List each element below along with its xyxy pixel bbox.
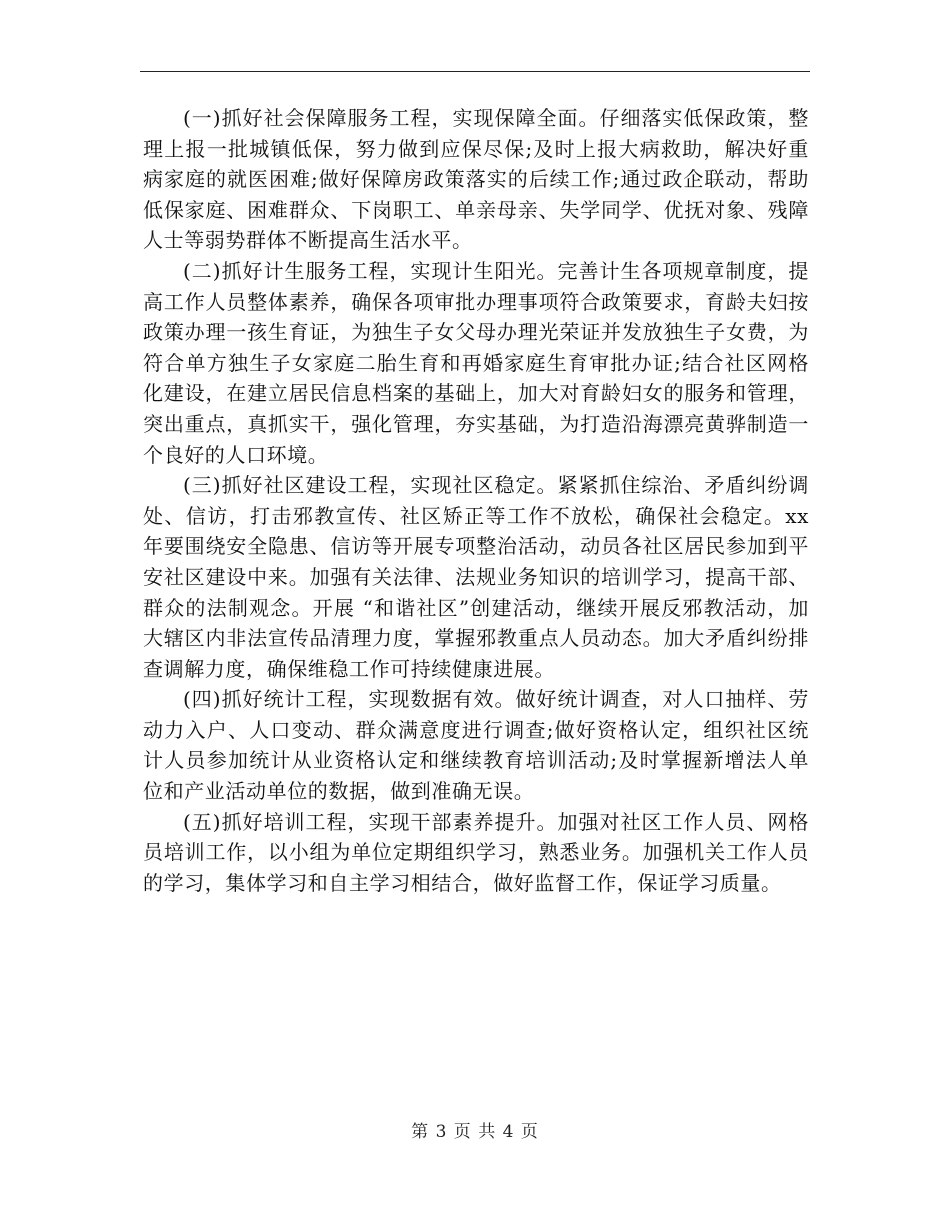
header-rule: [140, 71, 810, 72]
paragraph-statistics: (四)抓好统计工程，实现数据有效。做好统计调查，对人口抽样、劳动力入户、人口变动、群众满意度进行调查;做好资格认定，组织社区统计人员参加统计从业资格认定和继续教育培训活动;及时掌握新增法人单位和产业活动单位的数据，做到准确无误。: [143, 687, 809, 804]
document-body: [143, 103, 809, 898]
paragraph-family-planning: (二)抓好计生服务工程，实现计生阳光。完善计生各项规章制度，提高工作人员整体素养，确保各项审批办理事项符合政策要求，育龄夫妇按政策办理一孩生育证，为独生子女父母办理光荣证并发放独生子女费，为符合单方独生子女家庭二胎生育和再婚家庭生育审批办证;结合社区网格化建设，在建立居民信息档案的基础上，加大对育龄妇女的服务和管理，突出重点，真抓实干，强化管理，夯实基础，为打造沿海漂亮黄骅制造一个良好的人口环境。: [143, 258, 809, 467]
footer-total-pages: 4: [502, 1122, 515, 1142]
footer-prefix: 第: [411, 1122, 430, 1142]
footer-suffix: 页: [520, 1122, 539, 1142]
paragraph-social-security: (一)抓好社会保障服务工程，实现保障全面。仔细落实低保政策，整理上报一批城镇低保，努力做到应保尽保;及时上报大病救助，解决好重病家庭的就医困难;做好保障房政策落实的后续工作;通过政企联动，帮助低保家庭、困难群众、下岗职工、单亲母亲、失学同学、优抚对象、残障人士等弱势群体不断提高生活水平。: [143, 106, 809, 253]
paragraph-community-building: (三)抓好社区建设工程，实现社区稳定。紧紧抓住综治、矛盾纠纷调处、信访，打击邪教宣传、社区矫正等工作不放松，确保社会稳定。xx 年要围绕安全隐患、信访等开展专项整治活动，动员各社区居民参加到平安社区建设中来。加强有关法律、法规业务知识的培训学习，提高干部、群众的法制观念。开展 “和谐社区”创建活动，继续开展反邪教活动，加大辖区内非法宣传品清理力度，掌握邪教重点人员动态。加大矛盾纠纷排查调解力度，确保维稳工作可持续健康进展。: [143, 473, 809, 681]
page-footer: [0, 1117, 950, 1142]
footer-current-page: 3: [435, 1122, 448, 1142]
paragraph-training: (五)抓好培训工程，实现干部素养提升。加强对社区工作人员、网格员培训工作，以小组为单位定期组织学习，熟悉业务。加强机关工作人员的学习，集体学习和自主学习相结合，做好监督工作，保证学习质量。: [143, 809, 809, 895]
footer-mid: 页 共: [453, 1122, 497, 1142]
